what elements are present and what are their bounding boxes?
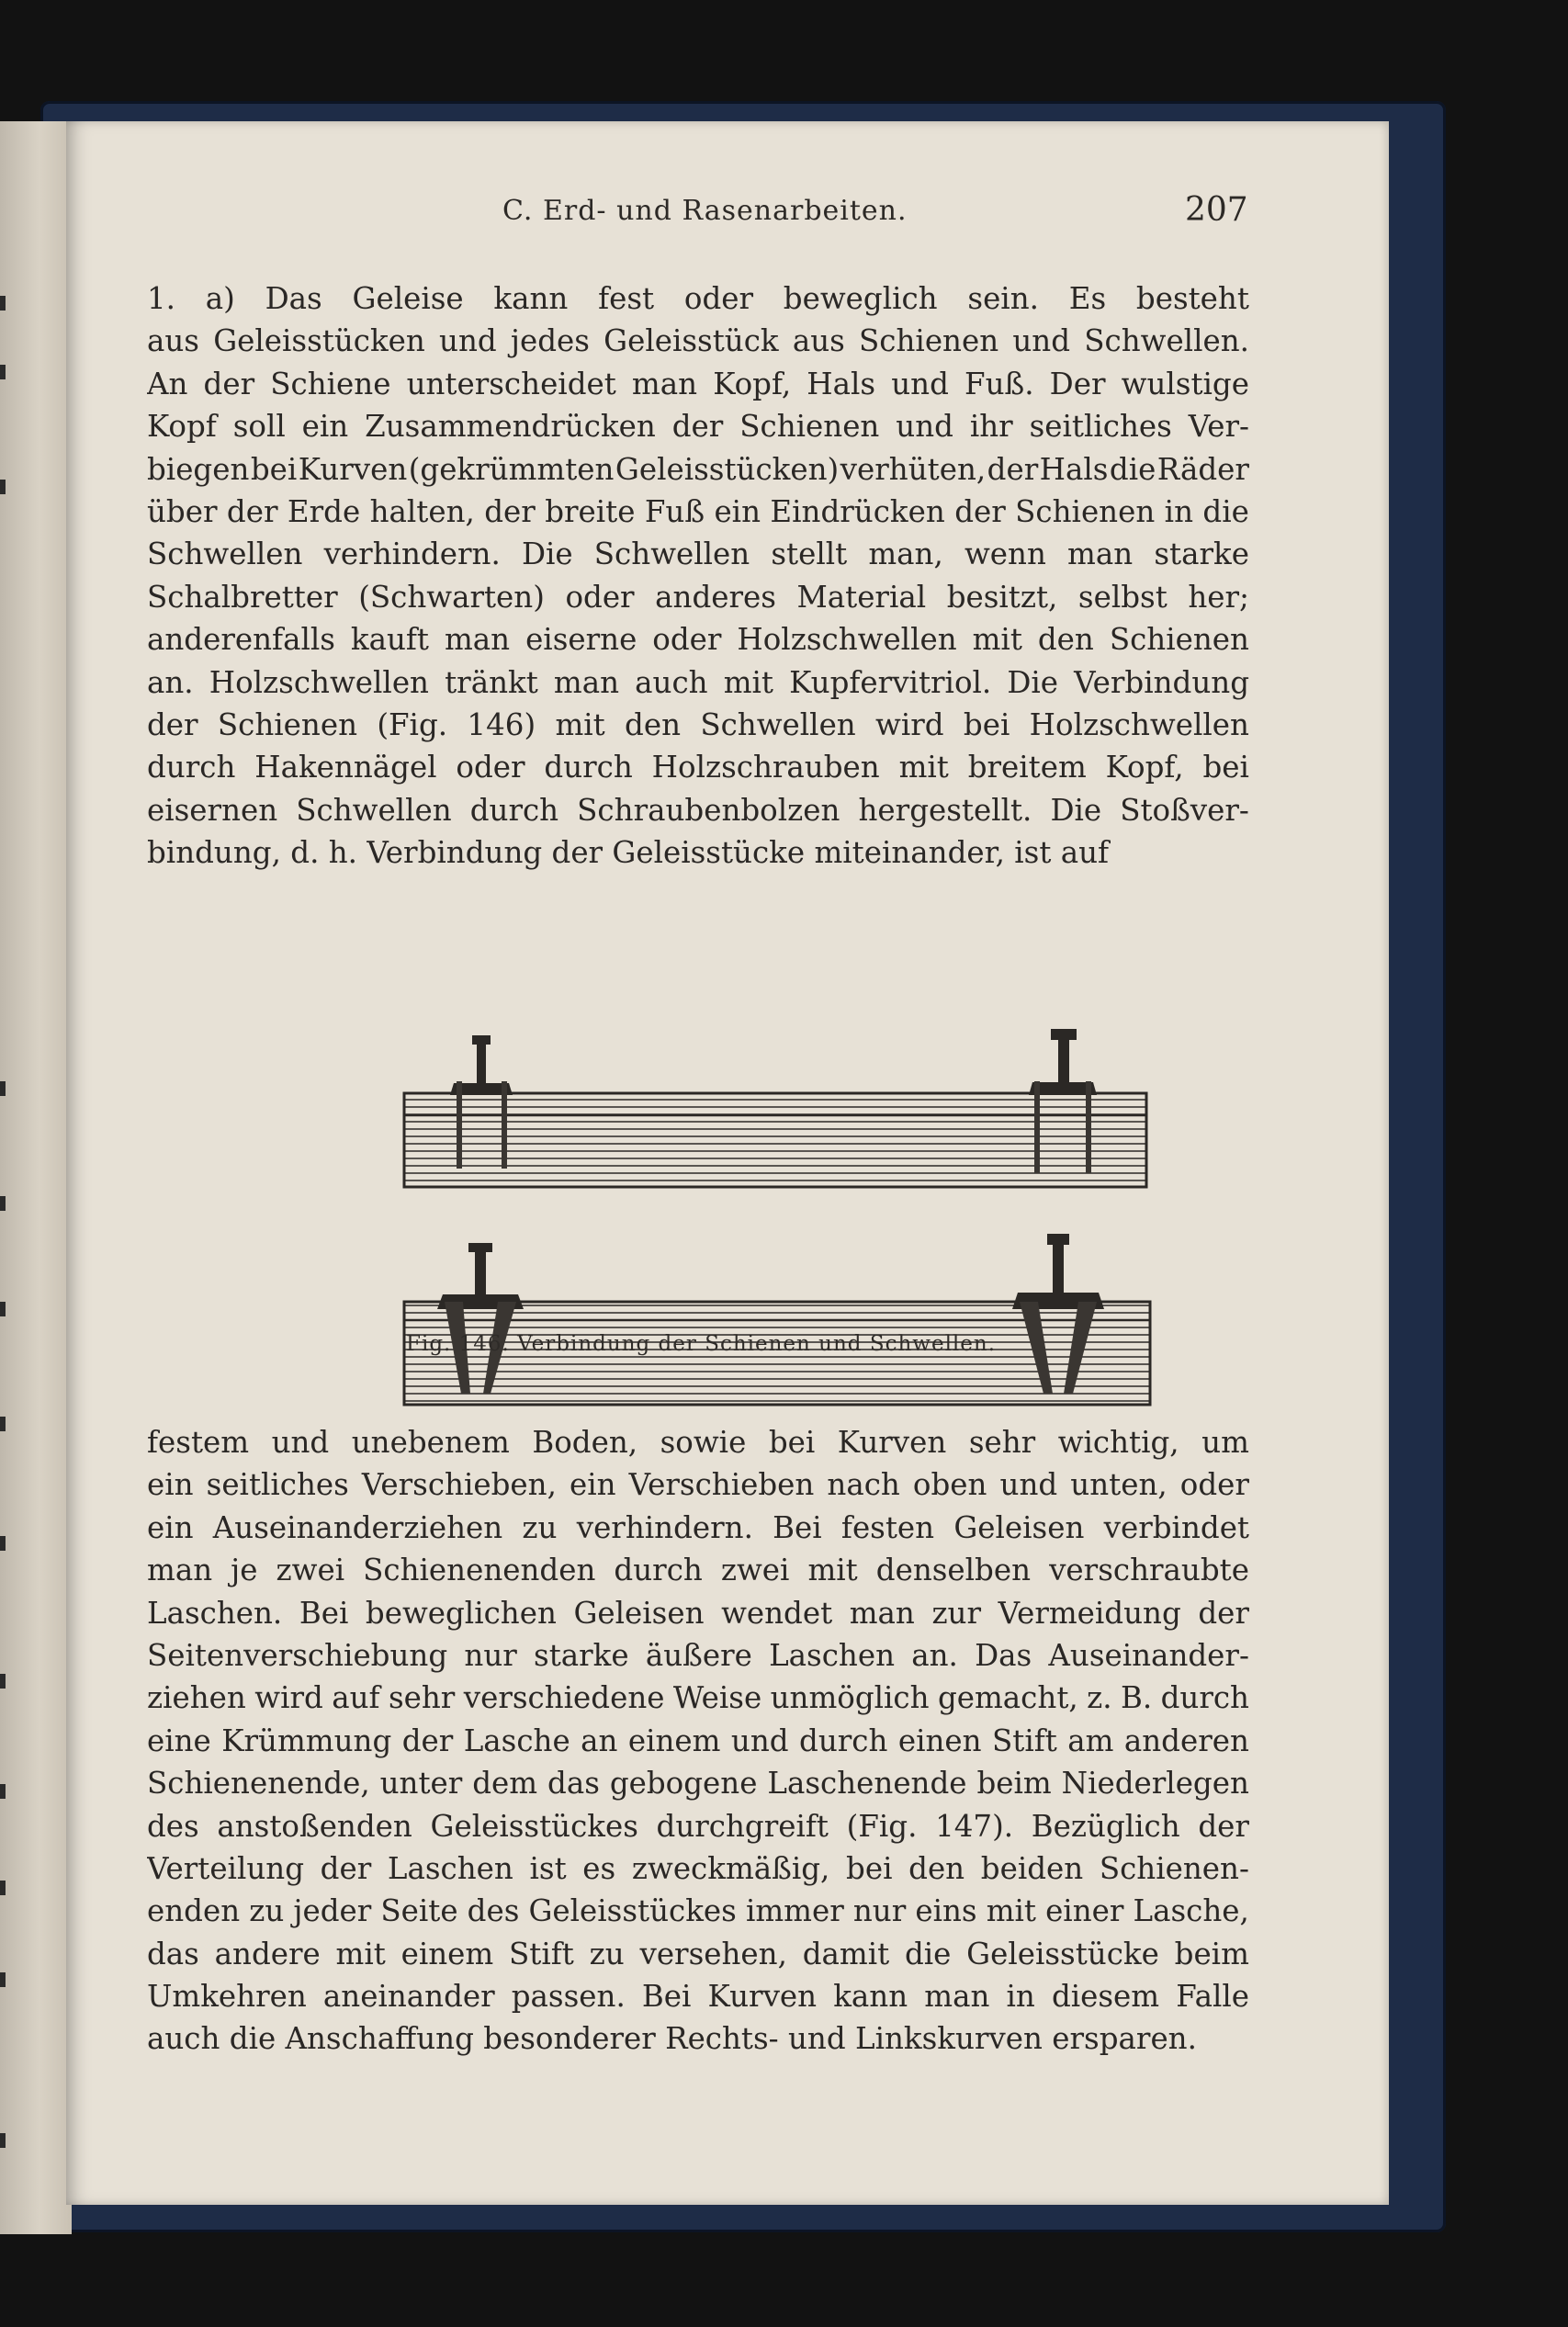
text-line: ziehen wird auf sehr verschiedene Weise unmöglich gemacht, z. B. durch [147, 1680, 1249, 1716]
book-page [66, 121, 1389, 2205]
text-line: Seitenverschiebung nur starke äußere Laschen an. Das Auseinander- [147, 1637, 1249, 1673]
text-line: Schienenende, unter dem das gebogene Laschenende beim Niederlegen [147, 1766, 1249, 1802]
figure-caption: Fig. 146. Verbindung der Schienen und Schwellen. [406, 1332, 997, 1356]
text-line: enden zu jeder Seite des Geleisstückes immer nur eins mit einer Lasche, [147, 1893, 1249, 1929]
text-line: Laschen. Bei beweglichen Geleisen wendet man zur Vermeidung der [147, 1595, 1249, 1631]
text-line: 1. a) Das Geleise kann fest oder beweglich sein. Es besteht [147, 281, 1249, 316]
text-line: ein Auseinanderziehen zu verhindern. Bei festen Geleisen verbindet [147, 1509, 1249, 1545]
page-number: 207 [1185, 191, 1248, 229]
text-line: aus Geleisstücken und jedes Geleisstück aus Schienen und Schwellen. [147, 323, 1249, 359]
text-line: Verteilung der Laschen ist es zweckmäßig, bei den beiden Schienen- [147, 1850, 1249, 1886]
text-line: ein seitliches Verschieben, ein Verschieben nach oben und unten, oder [147, 1467, 1249, 1503]
text-line: anderenfalls kauft man eiserne oder Holzschwellen mit den Schienen [147, 622, 1249, 658]
text-line: Umkehren aneinander passen. Bei Kurven kann man in diesem Falle [147, 1979, 1249, 2015]
text-line: das andere mit einem Stift zu versehen, damit die Geleisstücke beim [147, 1936, 1249, 1971]
text-line: durch Hakennägel oder durch Holzschrauben mit breitem Kopf, bei [147, 750, 1249, 785]
text-line: man je zwei Schienenenden durch zwei mit denselben verschraubte [147, 1553, 1249, 1588]
paragraph-1 [147, 277, 1249, 874]
paragraph-2 [147, 1421, 1249, 2061]
text-line: eisernen Schwellen durch Schraubenbolzen hergestellt. Die Stoßver- [147, 792, 1249, 828]
text-line: der Schienen (Fig. 146) mit den Schwellen wird bei Holzschwellen [147, 706, 1249, 742]
text-line: bindung, d. h. Verbindung der Geleisstücke miteinander, ist auf [147, 835, 1110, 871]
text-line: eine Krümmung der Lasche an einem und durch einen Stift am anderen [147, 1723, 1249, 1758]
text-line: Schalbretter (Schwarten) oder anderes Material besitzt, selbst her; [147, 579, 1249, 615]
text-line: über der Erde halten, der breite Fuß ein Eindrücken der Schienen in die [147, 493, 1249, 529]
text-line: des anstoßenden Geleisstückes durchgreift (Fig. 147). Bezüglich der [147, 1808, 1249, 1844]
page-header [66, 191, 1389, 241]
text-line: biegen bei Kurven (gekrümmten Geleisstücken) verhüten, der Hals die Räder [147, 451, 1249, 487]
text-line: an. Holzschwellen tränkt man auch mit Kupfervitriol. Die Verbindung [147, 664, 1249, 700]
text-line: Schwellen verhindern. Die Schwellen stellt man, wenn man starke [147, 537, 1249, 572]
text-line: auch die Anschaffung besonderer Rechts- und Linkskurven ersparen. [147, 2021, 1197, 2057]
text-line: Kopf soll ein Zusammendrücken der Schienen und ihr seitliches Ver- [147, 409, 1249, 445]
left-page-edge [0, 121, 72, 2234]
running-head: C. Erd- und Rasenarbeiten. [502, 195, 908, 227]
text-line: festem und unebenem Boden, sowie bei Kurven sehr wichtig, um [147, 1425, 1249, 1460]
text-line: An der Schiene unterscheidet man Kopf, Hals und Fuß. Der wulstige [147, 366, 1249, 401]
